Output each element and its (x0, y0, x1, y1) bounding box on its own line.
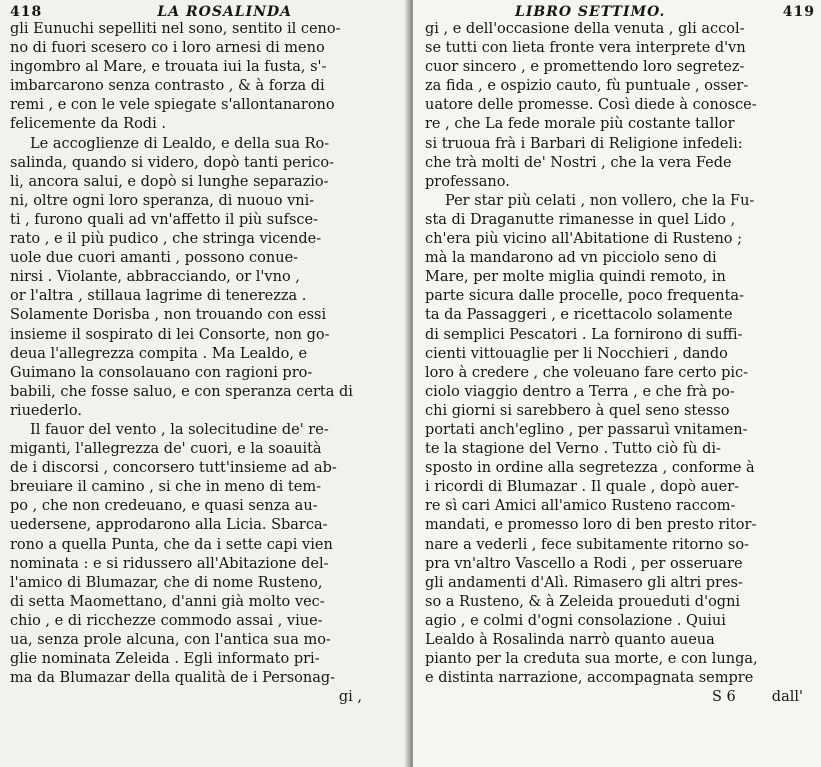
left-text-line: Le accoglienze di Lealdo, e della sua Ro- (30, 135, 330, 152)
right-text-line: parte sicura dalle procelle, poco frequenta- (425, 288, 744, 305)
left-text-line: ua, senza prole alcuna, con l'antica sua mo- (10, 632, 331, 648)
left-page (0, 0, 410, 767)
right-text-line: cuor sincero , e promettendo loro segretez- (425, 59, 745, 76)
right-text-line: pianto per la creduta sua morte, e con lunga, (425, 651, 758, 668)
right-text-line: ta da Passaggeri , e ricettacolo solamente (425, 307, 733, 324)
right-text-line: re sì cari Amici all'amico Rusteno raccom- (425, 498, 736, 515)
left-footer (10, 688, 402, 707)
left-text-line: breuiare il camino , si che in meno di tem- (10, 479, 321, 496)
left-text-line: rato , e il più pudico , che stringa vicende- (10, 231, 322, 248)
left-text-line: ti , furono quali ad vn'affetto il più sufsce- (10, 211, 318, 228)
left-text-line: chio , e di ricchezze commodo assai , viue- (10, 612, 323, 629)
left-text-line: Guimano la consolauano con ragioni pro- (10, 364, 313, 381)
left-text-line: felicemente da Rodi . (10, 116, 166, 133)
right-running-head (425, 4, 815, 18)
right-text-line: professano. (425, 173, 510, 190)
left-text-line: uole due cuori amanti , possono conue- (10, 250, 299, 267)
left-catchword: gi , (338, 689, 362, 706)
left-body-text (10, 20, 402, 688)
right-text-line: sta di Draganutte rimanesse in quel Lido , (425, 211, 736, 228)
right-text-line: mandati, e promesso loro di ben presto ritor- (425, 517, 757, 534)
left-text-line: Il fauor del vento , la solecitudine de' re- (30, 421, 329, 438)
right-running-title: LIBRO SETTIMO. (515, 4, 666, 20)
left-text-line: Solamente Dorisba , non trouando con essi (10, 307, 327, 324)
left-text-line: li, ancora salui, e dopò si lunghe separazio- (10, 173, 329, 190)
left-text-line: riuederlo. (10, 402, 83, 419)
right-text-line: di semplici Pescatori . La fornirono di suffi- (425, 326, 743, 343)
right-page (413, 0, 821, 767)
left-text-line: de i discorsi , concorsero tutt'insieme ad ab- (10, 460, 337, 477)
left-text-line: deua l'allegrezza compita . Ma Lealdo, e (10, 345, 308, 362)
right-text-line: mà la mandarono ad vn picciolo seno di (425, 250, 717, 267)
right-text-line: pra vn'altro Vascello a Rodi , per osseruare (425, 555, 743, 572)
left-text-line: glie nominata Zeleida . Egli informato pri- (10, 651, 320, 668)
right-text-line: Per star più celati , non vollero, che la Fu- (445, 192, 755, 209)
left-text-line: l'amico di Blumazar, che di nome Rusteno, (10, 574, 323, 591)
left-running-title: LA ROSALINDA (157, 4, 292, 20)
left-text-line: insieme il sospirato di lei Consorte, non go- (10, 326, 330, 343)
right-text-line: gi , e dell'occasione della venuta , gli accol- (425, 21, 745, 37)
left-text-line: miganti, l'allegrezza de' cuori, e la soauità (10, 441, 322, 458)
left-text-line: ni, oltre ogni loro speranza, di nuouo vni- (10, 192, 315, 209)
right-text-line: te la stagione del Verno . Tutto ciò fù di- (425, 441, 721, 458)
left-text-line: babili, che fosse saluo, e con speranza certa di (10, 383, 353, 400)
left-running-head (10, 4, 402, 18)
right-signature: S 6 (712, 689, 736, 706)
right-text-line: re , che La fede morale più costante tallor (425, 116, 735, 133)
right-text-line: loro à credere , che voleuano fare certo pic- (425, 364, 749, 381)
right-text-line: che trà molti de' Nostri , che la vera Fede (425, 154, 732, 171)
left-text-line: remi , e con le vele spiegate s'allontanarono (10, 97, 335, 114)
right-text-line: i ricordi di Blumazar . Il quale , dopò auer- (425, 479, 740, 496)
right-text-line: so a Rusteno, & à Zeleida proueduti d'ogni (425, 593, 741, 610)
right-text-line: Mare, per molte miglia quindi remoto, in (425, 269, 726, 286)
right-text-line: agio , e colmi d'ogni consolazione . Quiui (425, 612, 726, 629)
left-text-line: gli Eunuchi sepelliti nel sono, sentito il ceno- (10, 21, 341, 37)
right-text-line: za fida , e ospizio cauto, fù puntuale , osser- (425, 78, 749, 95)
left-text-line: po , che non credeuano, e quasi senza au- (10, 498, 318, 515)
right-text-line: se tutti con lieta fronte vera interprete d'vn (425, 40, 746, 57)
right-text-line: e distinta narrazione, accompagnata sempre (425, 670, 754, 687)
right-footer (425, 688, 815, 707)
right-text-line: portati anch'eglino , per passaruì vnitamen- (425, 421, 748, 438)
left-text-line: ingombro al Mare, e trouata iui la fusta, s'- (10, 59, 327, 76)
left-text-line: imbarcarono senza contrasto , & à forza di (10, 78, 325, 95)
right-catchword: dall' (771, 689, 803, 706)
right-text-line: nare a vederli , fece subitamente ritorno so- (425, 536, 749, 553)
right-text-line: gli andamenti d'Alì. Rimasero gli altri pres- (425, 574, 743, 591)
left-page-number: 418 (10, 4, 43, 20)
left-text-line: rono a quella Punta, che da i sette capi vien (10, 536, 333, 553)
left-text-line: or l'altra , stillaua lagrime di tenerezza . (10, 288, 307, 305)
right-text-line: cienti vittouaglie per li Nocchieri , dando (425, 345, 728, 362)
right-text-line: chi giorni si sarebbero à quel seno stesso (425, 402, 730, 419)
right-text-line: si truoua frà i Barbari di Religione infedeli: (425, 135, 743, 152)
left-text-line: nominata : e si ridussero all'Abitazione del- (10, 555, 329, 572)
left-text-line: di setta Maomettano, d'anni già molto vec- (10, 593, 325, 610)
right-text-line: ciolo viaggio dentro a Terra , e che frà po- (425, 383, 735, 400)
right-text-line: ch'era più vicino all'Abitatione di Rusteno ; (425, 231, 743, 248)
right-text-line: sposto in ordine alla segretezza , conforme à (425, 460, 755, 477)
left-text-line: no di fuori scesero co i loro arnesi di meno (10, 40, 325, 57)
right-text-line: Lealdo à Rosalinda narrò quanto aueua (425, 632, 715, 648)
left-text-line: uedersene, approdarono alla Licia. Sbarca- (10, 517, 328, 534)
left-text-line: nirsi . Violante, abbracciando, or l'vno , (10, 269, 300, 286)
left-text-line: ma da Blumazar della qualità de i Personag- (10, 670, 336, 687)
right-body-text (425, 20, 815, 688)
right-text-line: uatore delle promesse. Così diede à conosce- (425, 97, 757, 114)
left-text-line: salinda, quando si videro, dopò tanti perico- (10, 154, 335, 171)
right-page-number: 419 (782, 4, 815, 20)
